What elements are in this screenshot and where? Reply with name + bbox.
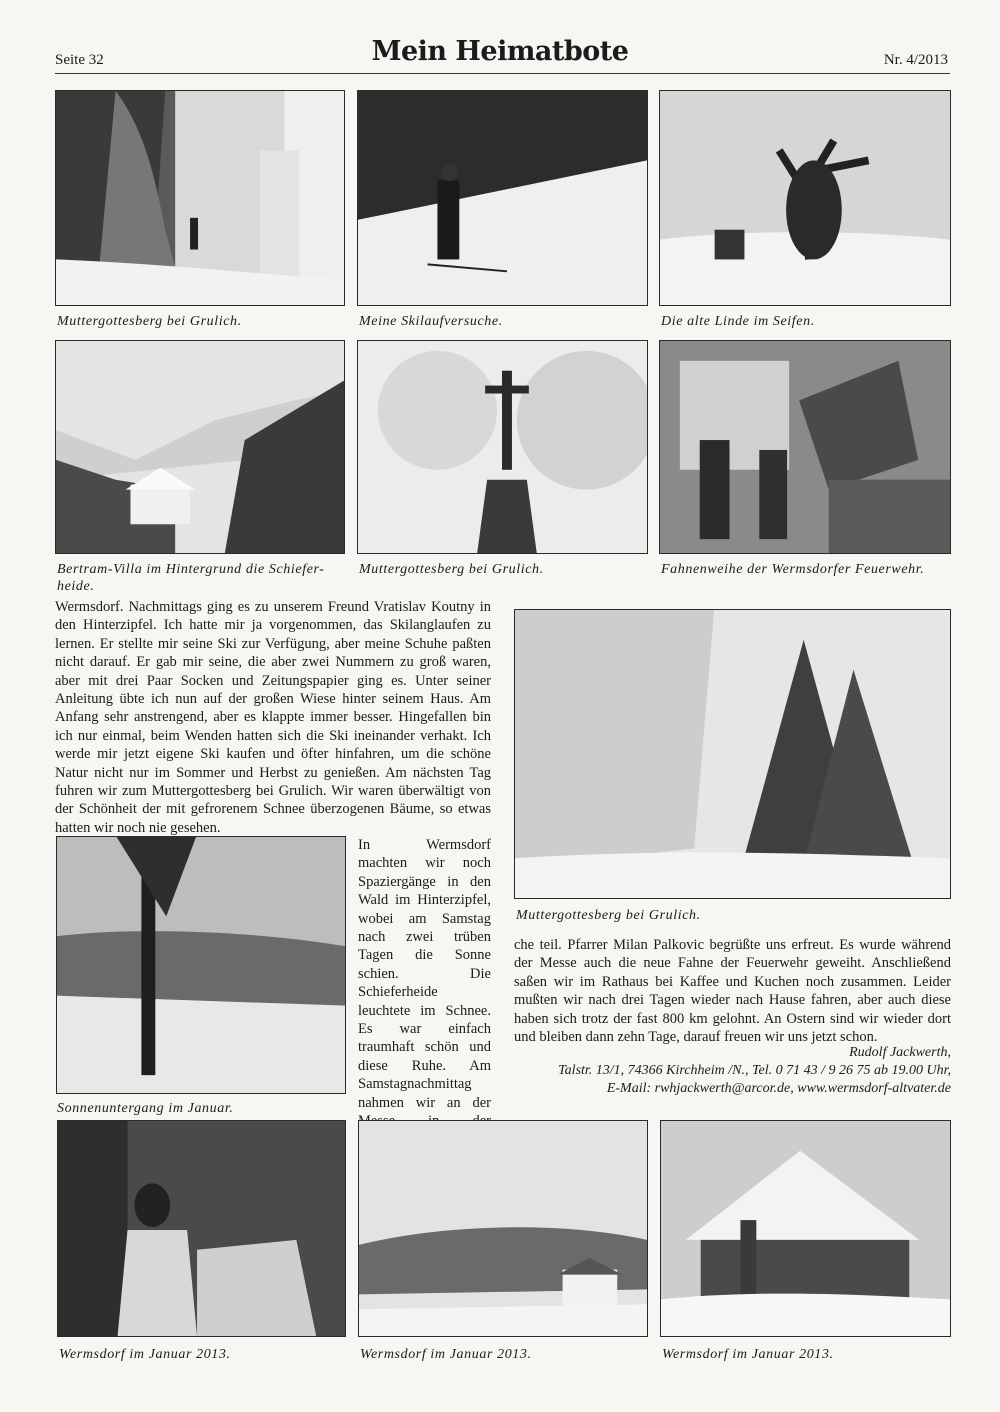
- photo-snow-firs: [514, 609, 951, 899]
- caption-photo-5: Muttergottesberg bei Grulich.: [359, 562, 544, 577]
- article-paragraph-1: Wermsdorf. Nachmittags ging es zu unserem Freund Vratislav Koutny in den Hinterzipfel. Ich hatte mir ja vorgenommen, das Skilanglaufen zu lernen. Er stellte mir seine Ski zur Verfügung, aber meine Schuhe paßten nicht darauf. Er gab mir seine, die aber zwei Nummern zu groß waren, aber mit drei Paar Socken und Zeitungspapier ging es. Unter seiner Anleitung übte ich nun auf der großen Wiese hinter seinem Haus. Am Anfang sehr anstrengend, aber es klappte immer besser. Hingefallen bin ich nur einmal, beim Wenden hatten sich die Ski ineinander verhakt. Ich werde mir jetzt eigene Ski kaufen und öfter hinfahren, um die schöne Natur nicht nur im Sommer und Herbst zu genießen. Am nächsten Tag fuhren wir zum Muttergottesberg bei Grulich. Wir waren überwältigt von der Schönheit der mit gefrorenem Schnee überzogenen Bäume, so etwas hatten wir noch nie gesehen.: [55, 599, 491, 836]
- masthead-title: Mein Heimatbote: [371, 36, 629, 67]
- page-number: Seite 32: [55, 52, 104, 68]
- caption-photo-6: Fahnenweihe der Wermsdorfer Feuerwehr.: [661, 562, 925, 577]
- photo-wermsdorf-valley: [358, 1120, 648, 1337]
- photo-skiing: [357, 90, 648, 306]
- caption-photo-7: Muttergottesberg bei Grulich.: [516, 908, 701, 923]
- photo-flag-consecration: [659, 340, 951, 554]
- caption-photo-11: Wermsdorf im Januar 2013.: [662, 1347, 834, 1362]
- issue-number: Nr. 4/2013: [883, 52, 948, 68]
- photo-sunset-january: [56, 836, 346, 1094]
- caption-photo-9: Wermsdorf im Januar 2013.: [59, 1347, 231, 1362]
- author-contact: E-Mail: rwhjackwerth@arcor.de, www.wermsdorf-altvater.de: [606, 1081, 951, 1096]
- article-text-right: [514, 936, 951, 1046]
- article-paragraph-2: In Wermsdorf machten wir noch Spaziergänge in den Wald im Hinterzipfel, wobei am Samstag nach zwei trüben Tagen die Sonne schien. Die Schieferheide leuchtete im Schnee. Es war einfach traumhaft schön und diese Ruhe. Am Samstagnachmittag nahmen wir an der: [358, 837, 491, 1111]
- caption-photo-4-line1: Bertram-Villa im Hintergrund die Schiefer-: [57, 562, 325, 577]
- caption-photo-8: Sonnenuntergang im Januar.: [57, 1101, 234, 1116]
- caption-photo-10: Wermsdorf im Januar 2013.: [360, 1347, 532, 1362]
- caption-photo-3: Die alte Linde im Seifen.: [661, 314, 815, 329]
- caption-photo-2: Meine Skilaufversuche.: [359, 314, 503, 329]
- photo-muttergottesberg-path: [55, 90, 345, 306]
- article-paragraph-3: che teil. Pfarrer Milan Palkovic begrüßte uns erfreut. Es wurde während der Messe auch die neue Fahne der Feuerwehr geweiht. Anschließend saßen wir im Rathaus bei Kaffee und Kuchen noch zusammen. Leider mußten wir nach drei Tagen wieder nach Hause fahren, aber auch diese haben sich trotz der fast 800 km gelohnt. An Ostern sind wir wieder dort und bleiben dann zehn Tage, darauf freuen wir uns jetzt schon.: [514, 937, 951, 1046]
- header-rule: [55, 73, 950, 74]
- article-text-narrow: [358, 836, 491, 1149]
- photo-bertram-villa: [55, 340, 345, 554]
- photo-cross-frost-trees: [357, 340, 648, 554]
- author-name: Rudolf Jackwerth,: [849, 1045, 951, 1060]
- photo-wermsdorf-house: [660, 1120, 951, 1337]
- caption-photo-4-line2: heide.: [57, 579, 95, 594]
- photo-old-linden: [659, 90, 951, 306]
- author-address: Talstr. 13/1, 74366 Kirchheim /N., Tel. 0 71 43 / 9 26 75 ab 19.00 Uhr,: [558, 1063, 951, 1078]
- article-text-main: [55, 598, 491, 837]
- photo-wermsdorf-church: [57, 1120, 346, 1337]
- caption-photo-1: Muttergottesberg bei Grulich.: [57, 314, 242, 329]
